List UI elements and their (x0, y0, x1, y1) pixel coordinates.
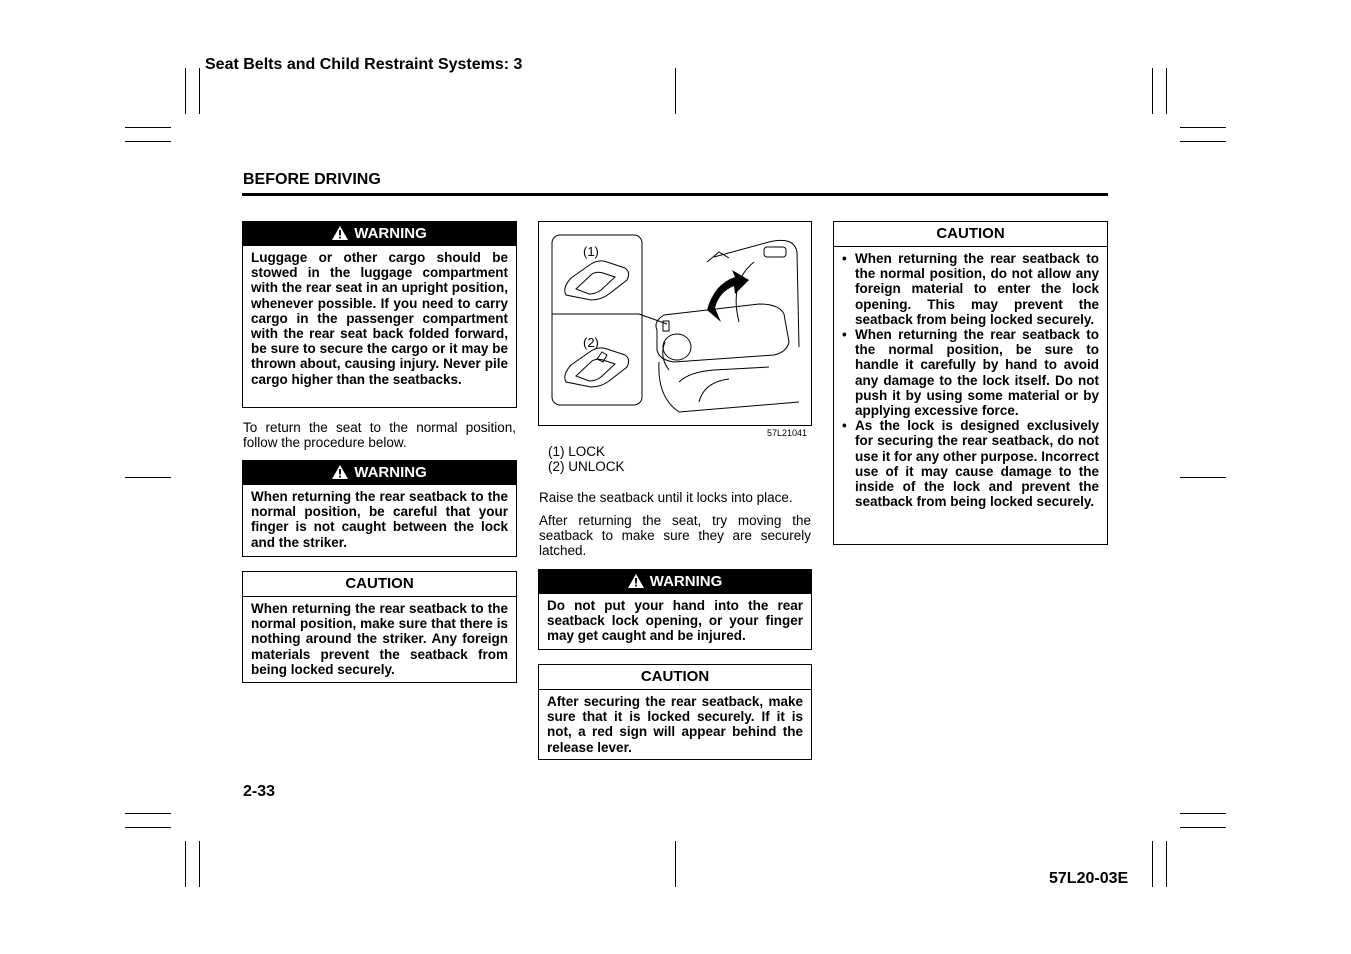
warning-text: Luggage or other cargo should be stowed in the luggage compartment with the rear seat in an upright position, whenever possible. If you need to carry cargo in the passenger compartment with the rear seat back folded forward, be sure to secure the cargo or it may be thrown about, causing injury. Never pile cargo higher than the seatbacks. (251, 250, 508, 387)
caution-title: CAUTION (834, 222, 1107, 247)
warning-title: WARNING (354, 464, 427, 481)
caution-box-red-sign (538, 664, 812, 760)
legend-item-lock: (1) LOCK (548, 444, 606, 459)
warning-box-luggage (242, 221, 517, 408)
instruction-raise: Raise the seatback until it locks into place. (539, 490, 793, 505)
document-code: 57L20-03E (1049, 870, 1129, 887)
caution-item: • As the lock is designed exclusively for securing the rear seatback, do not use it for any other purpose. Incorrect use of it may cause damage to the inside of the lock and prevent the seatback from being locked securely. (842, 418, 1099, 509)
seatback-lock-figure (538, 221, 812, 426)
caution-box-striker (242, 571, 517, 683)
caution-title: CAUTION (243, 572, 516, 597)
caution-title: CAUTION (539, 665, 811, 690)
warning-triangle-icon (332, 226, 348, 240)
section-title: BEFORE DRIVING (243, 171, 381, 188)
warning-text: When returning the rear seatback to the normal position, be careful that your finger is not caught between the lock and the striker. (251, 489, 508, 550)
warning-title: WARNING (649, 573, 723, 590)
warning-title: WARNING (354, 225, 427, 242)
caution-text: After securing the rear seatback, make sure that it is locked securely. If it is not, a red sign will appear behind the release lever. (547, 694, 803, 755)
warning-box-finger (242, 460, 517, 557)
figure-label-unlock: (2) (583, 335, 599, 350)
procedure-intro: To return the seat to the normal position, follow the procedure below. (243, 420, 516, 451)
warning-text: Do not put your hand into the rear seatback lock opening, or your finger may get caught and be injured. (547, 598, 803, 644)
warning-triangle-icon (332, 465, 348, 479)
warning-box-hand (538, 569, 812, 650)
running-header: Seat Belts and Child Restraint Systems: 3 (205, 56, 523, 73)
figure-code: 57L21041 (767, 428, 808, 438)
warning-triangle-icon (628, 574, 644, 588)
instruction-check: After returning the seat, try moving the seatback to make sure they are securely latched. (539, 513, 811, 559)
page-number: 2-33 (243, 783, 276, 800)
warning-header (243, 222, 516, 246)
legend-item-unlock: (2) UNLOCK (548, 459, 625, 474)
seatback-lock-illustration (539, 222, 811, 425)
warning-header (243, 461, 516, 485)
warning-header (539, 570, 811, 594)
figure-legend (548, 444, 625, 474)
caution-text: When returning the rear seatback to the normal position, make sure that there is nothing around the striker. Any foreign materials prevent the seatback from being locked securely. (251, 601, 508, 677)
section-rule (242, 193, 1108, 196)
caution-item: • When returning the rear seatback to the normal position, be sure to handle it carefully by hand to avoid any damage to the lock itself. Do not push it by using some material or by applying excessive force. (842, 327, 1099, 418)
figure-label-lock: (1) (583, 244, 599, 259)
caution-list (834, 247, 1107, 514)
caution-item: • When returning the rear seatback to the normal position, do not allow any foreign material to enter the lock opening. This may prevent the seatback from being locked securely. (842, 251, 1099, 327)
caution-box-lock (833, 221, 1108, 545)
